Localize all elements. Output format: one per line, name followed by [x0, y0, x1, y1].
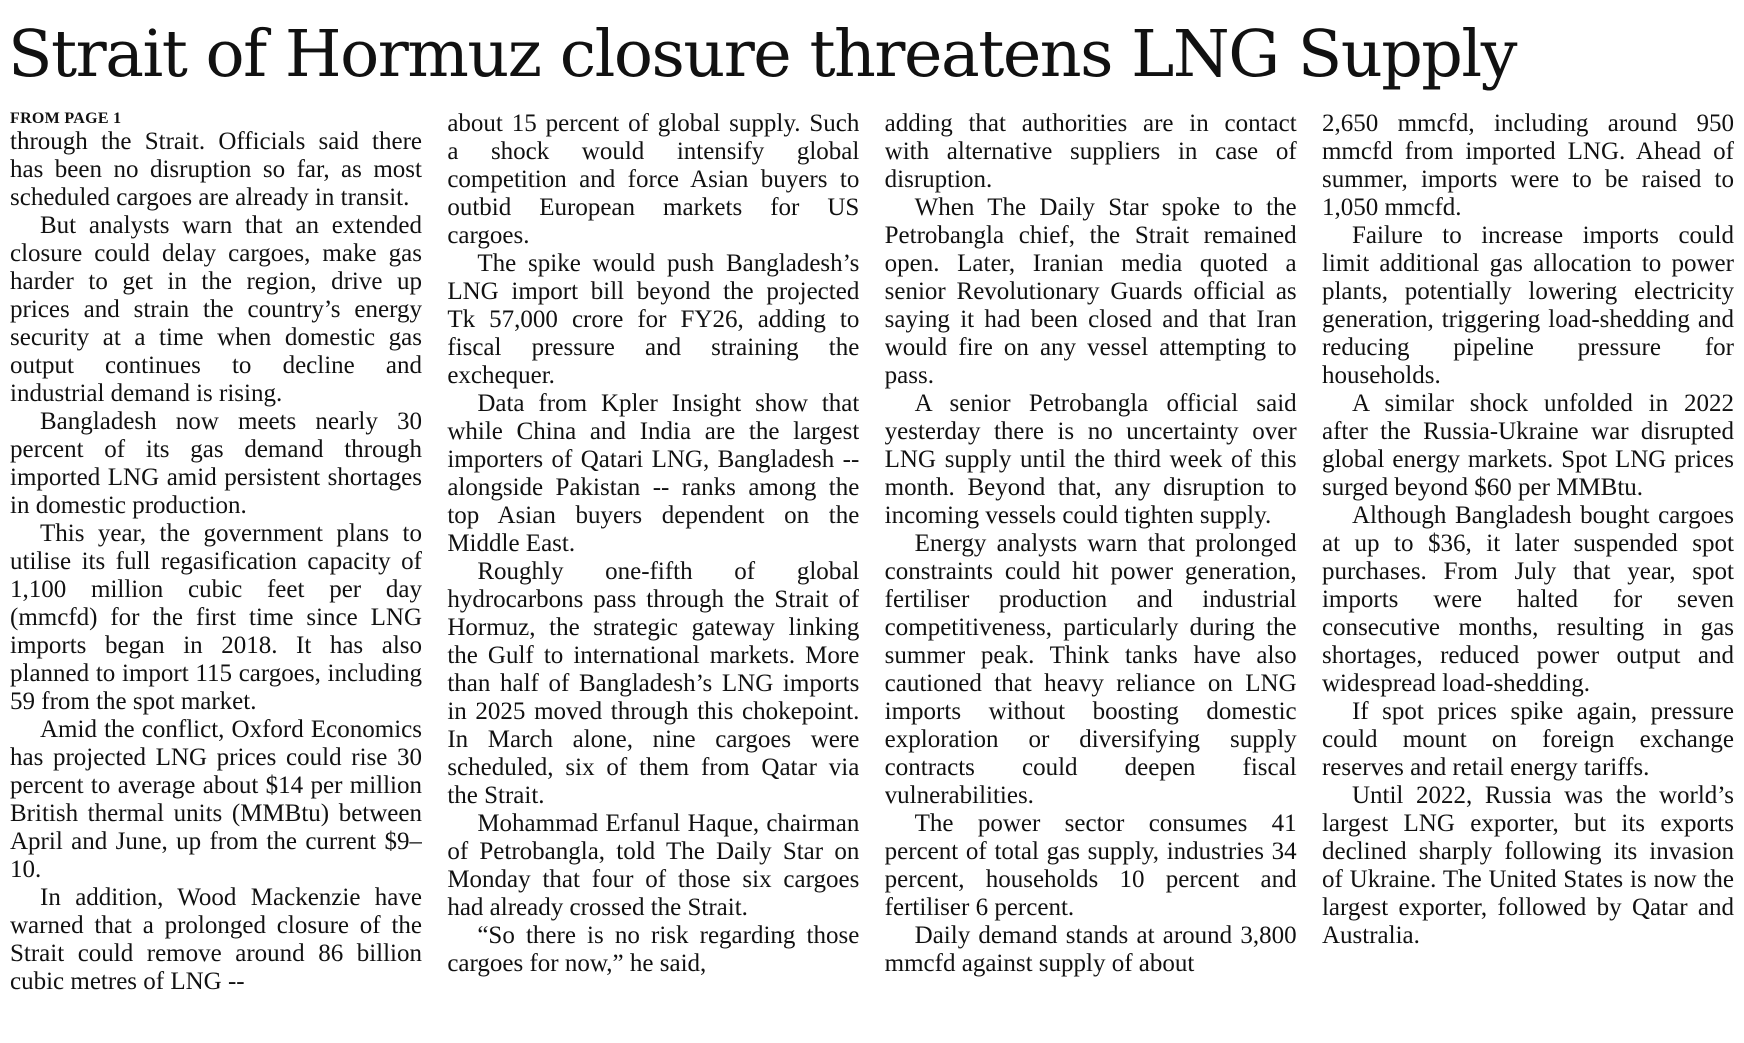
paragraph: If spot prices spike again, pressure could mount on foreign exchange reserves and retail energy tariffs. — [1321, 698, 1734, 781]
paragraph: The power sector consumes 41 percent of total gas supply, industries 34 percent, households 10 percent and fertiliser 6 percent. — [884, 810, 1297, 921]
article-body — [10, 110, 1734, 1040]
paragraph: In addition, Wood Mackenzie have warned that a prolonged closure of the Strait could remove around 86 billion cubic metres of LNG -- — [10, 884, 422, 995]
kicker-from-page: FROM PAGE 1 — [10, 110, 122, 127]
paragraph: The spike would push Bangladesh’s LNG import bill beyond the projected Tk 57,000 crore for FY26, adding to fiscal pressure and straining the exchequer. — [447, 250, 860, 389]
column-3 — [885, 110, 1297, 1040]
paragraph: about 15 percent of global supply. Such a shock would intensify global competition and force Asian buyers to outbid European markets for US cargoes. — [447, 110, 860, 249]
headline: Strait of Hormuz closure threatens LNG Supply — [8, 17, 1516, 92]
paragraph: 2,650 mmcfd, including around 950 mmcfd from imported LNG. Ahead of summer, imports were to be raised to 1,050 mmcfd. — [1321, 110, 1734, 221]
paragraph: But analysts warn that an extended closure could delay cargoes, make gas harder to get in the region, drive up prices and strain the country’s energy security at a time when domestic gas output continues to decline and industrial demand is rising. — [10, 212, 422, 407]
paragraph: This year, the government plans to utilise its full regasification capacity of 1,100 million cubic feet per day (mmcfd) for the first time since LNG imports began in 2018. It has also planned to import 115 cargoes, including 59 from the spot market. — [10, 520, 422, 715]
paragraph: When The Daily Star spoke to the Petrobangla chief, the Strait remained open. Later, Iranian media quoted a senior Revolutionary Guards official as saying it had been closed and that Iran would fire on any vessel attempting to pass. — [884, 194, 1297, 389]
paragraph: Roughly one-fifth of global hydrocarbons pass through the Strait of Hormuz, the strategic gateway linking the Gulf to international markets. More than half of Bangladesh’s LNG imports in 2025 moved through this chokepoint. In March alone, nine cargoes were scheduled, six of them from Qatar via the Strait. — [447, 558, 860, 809]
paragraph: A senior Petrobangla official said yesterday there is no uncertainty over LNG supply until the third week of this month. Beyond that, any disruption to incoming vessels could tighten supply. — [884, 390, 1297, 529]
paragraph: Failure to increase imports could limit additional gas allocation to power plants, potentially lowering electricity generation, triggering load-shedding and reducing pipeline pressure for households. — [1321, 222, 1734, 389]
paragraph: “So there is no risk regarding those cargoes for now,” he said, — [447, 922, 860, 977]
column-2 — [447, 110, 859, 1040]
paragraph: Energy analysts warn that prolonged constraints could hit power generation, fertiliser production and industrial competitiveness, particularly during the summer peak. Think tanks have also cautioned that heavy reliance on LNG imports without boosting domestic exploration or diversifying supply contracts could deepen fiscal vulnerabilities. — [884, 530, 1297, 809]
paragraph: Data from Kpler Insight show that while China and India are the largest importers of Qatari LNG, Bangladesh -- alongside Pakistan -- ranks among the top Asian buyers dependent on the Middle East. — [447, 390, 860, 557]
column-1 — [10, 110, 422, 1040]
paragraph: Daily demand stands at around 3,800 mmcfd against supply of about — [884, 922, 1297, 977]
paragraph: Although Bangladesh bought cargoes at up to $36, it later suspended spot purchases. From July that year, spot imports were halted for seven consecutive months, resulting in gas shortages, reduced power output and widespread load-shedding. — [1321, 502, 1734, 697]
paragraph: through the Strait. Officials said there has been no disruption so far, as most scheduled cargoes are already in transit. — [10, 128, 422, 211]
paragraph: Until 2022, Russia was the world’s largest LNG exporter, but its exports declined sharply following its invasion of Ukraine. The United States is now the largest exporter, followed by Qatar and Australia. — [1321, 782, 1734, 949]
paragraph: Amid the conflict, Oxford Economics has projected LNG prices could rise 30 percent to average about $14 per million British thermal units (MMBtu) between April and June, up from the current $9–10. — [10, 716, 422, 883]
paragraph: Bangladesh now meets nearly 30 percent of its gas demand through imported LNG amid persistent shortages in domestic production. — [10, 408, 422, 519]
paragraph: A similar shock unfolded in 2022 after the Russia-Ukraine war disrupted global energy markets. Spot LNG prices surged beyond $60 per MMBtu. — [1321, 390, 1734, 501]
paragraph: Mohammad Erfanul Haque, chairman of Petrobangla, told The Daily Star on Monday that four of those six cargoes had already crossed the Strait. — [447, 810, 860, 921]
paragraph: adding that authorities are in contact with alternative suppliers in case of disruption. — [884, 110, 1297, 193]
column-4 — [1322, 110, 1734, 1040]
